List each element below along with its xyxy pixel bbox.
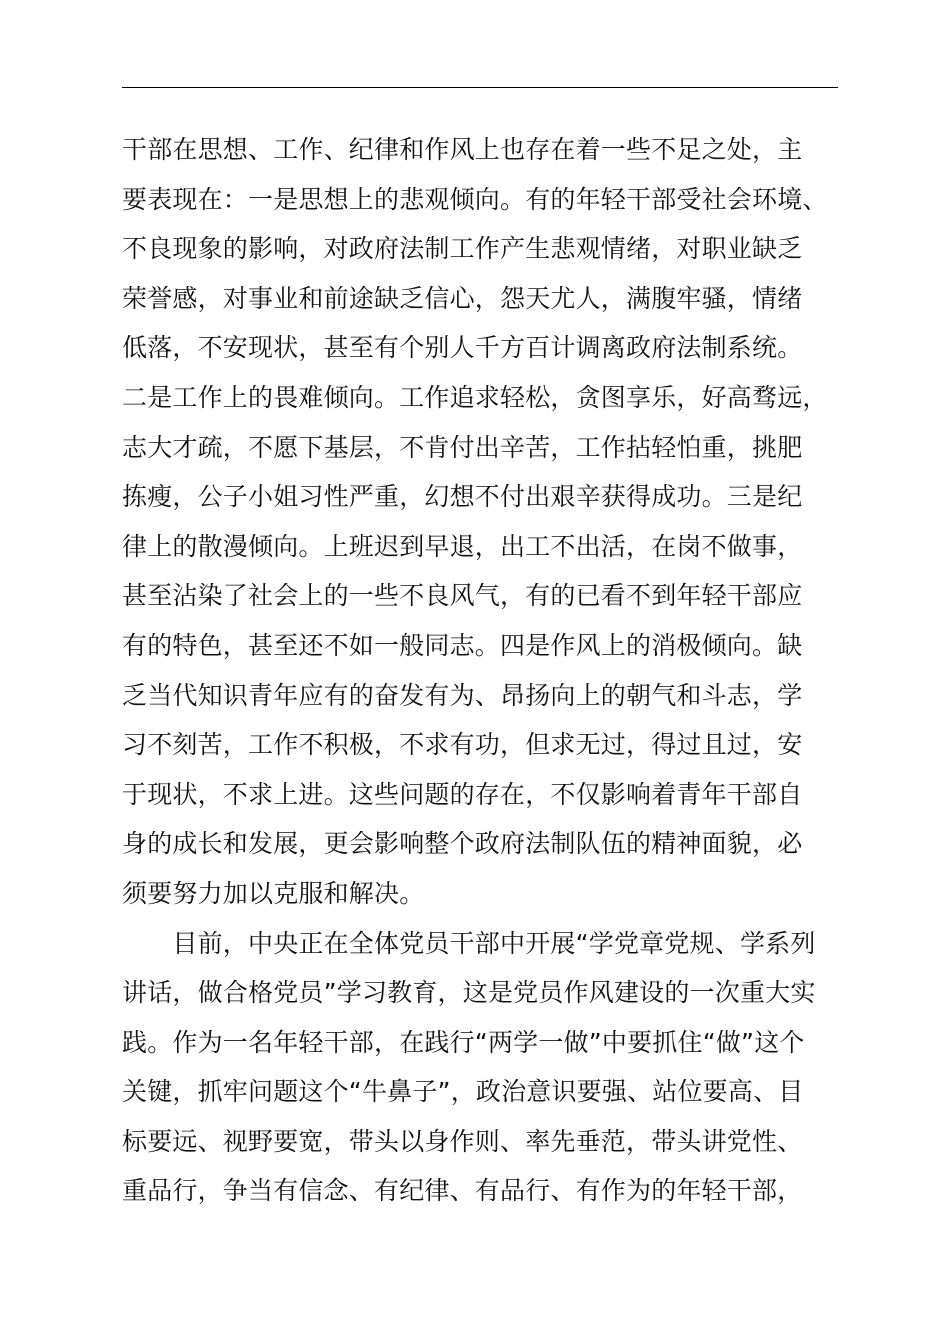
text-line: 要表现在：一是思想上的悲观倾向。有的年轻干部受社会环境、 <box>122 184 828 214</box>
text-line: 低落，不安现状，甚至有个别人千方百计调离政府法制系统。 <box>122 333 803 363</box>
text-line: 律上的散漫倾向。上班迟到早退，出工不出活，在岗不做事， <box>122 531 803 561</box>
text-line: 重品行，争当有信念、有纪律、有品行、有作为的年轻干部， <box>122 1176 803 1206</box>
text-line: 标要远、视野要宽，带头以身作则、率先垂范，带头讲党性、 <box>122 1126 803 1156</box>
text-line: 荣誉感，对事业和前途缺乏信心，怨天尤人，满腹牢骚，情绪 <box>122 283 803 313</box>
text-line: 二是工作上的畏难倾向。工作追求轻松，贪图享乐，好高骛远， <box>122 382 828 412</box>
text-line: 拣瘦，公子小姐习性严重，幻想不付出艰辛获得成功。三是纪 <box>122 482 803 512</box>
text-line: 干部在思想、工作、纪律和作风上也存在着一些不足之处，主 <box>122 135 803 164</box>
text-line: 甚至沾染了社会上的一些不良风气，有的已看不到年轻干部应 <box>122 581 803 611</box>
text-line: 于现状，不求上进。这些问题的存在，不仅影响着青年干部自 <box>122 779 803 809</box>
text-line: 讲话，做合格党员”学习教育，这是党员作风建设的一次重大实 <box>122 978 816 1008</box>
document-body <box>122 125 862 1216</box>
text-line: 身的成长和发展，更会影响整个政府法制队伍的精神面貌，必 <box>122 829 803 859</box>
text-line: 不良现象的影响，对政府法制工作产生悲观情绪，对职业缺乏 <box>122 234 803 264</box>
text-line: 志大才疏，不愿下基层，不肯付出辛苦，工作拈轻怕重，挑肥 <box>122 432 803 462</box>
header-rule <box>122 87 838 88</box>
text-line: 乏当代知识青年应有的奋发有为、昂扬向上的朝气和斗志，学 <box>122 680 803 710</box>
text-line: 践。作为一名年轻干部，在践行“两学一做”中要抓住“做”这个 <box>122 1027 805 1057</box>
text-line: 习不刻苦，工作不积极，不求有功，但求无过，得过且过，安 <box>122 730 803 760</box>
text-line: 目前，中央正在全体党员干部中开展“学党章党规、学系列 <box>122 928 816 958</box>
text-line: 关键，抓牢问题这个“牛鼻子”，政治意识要强、站位要高、目 <box>122 1077 804 1107</box>
text-line: 须要努力加以克服和解决。 <box>122 878 425 908</box>
text-line: 有的特色，甚至还不如一般同志。四是作风上的消极倾向。缺 <box>122 630 803 660</box>
